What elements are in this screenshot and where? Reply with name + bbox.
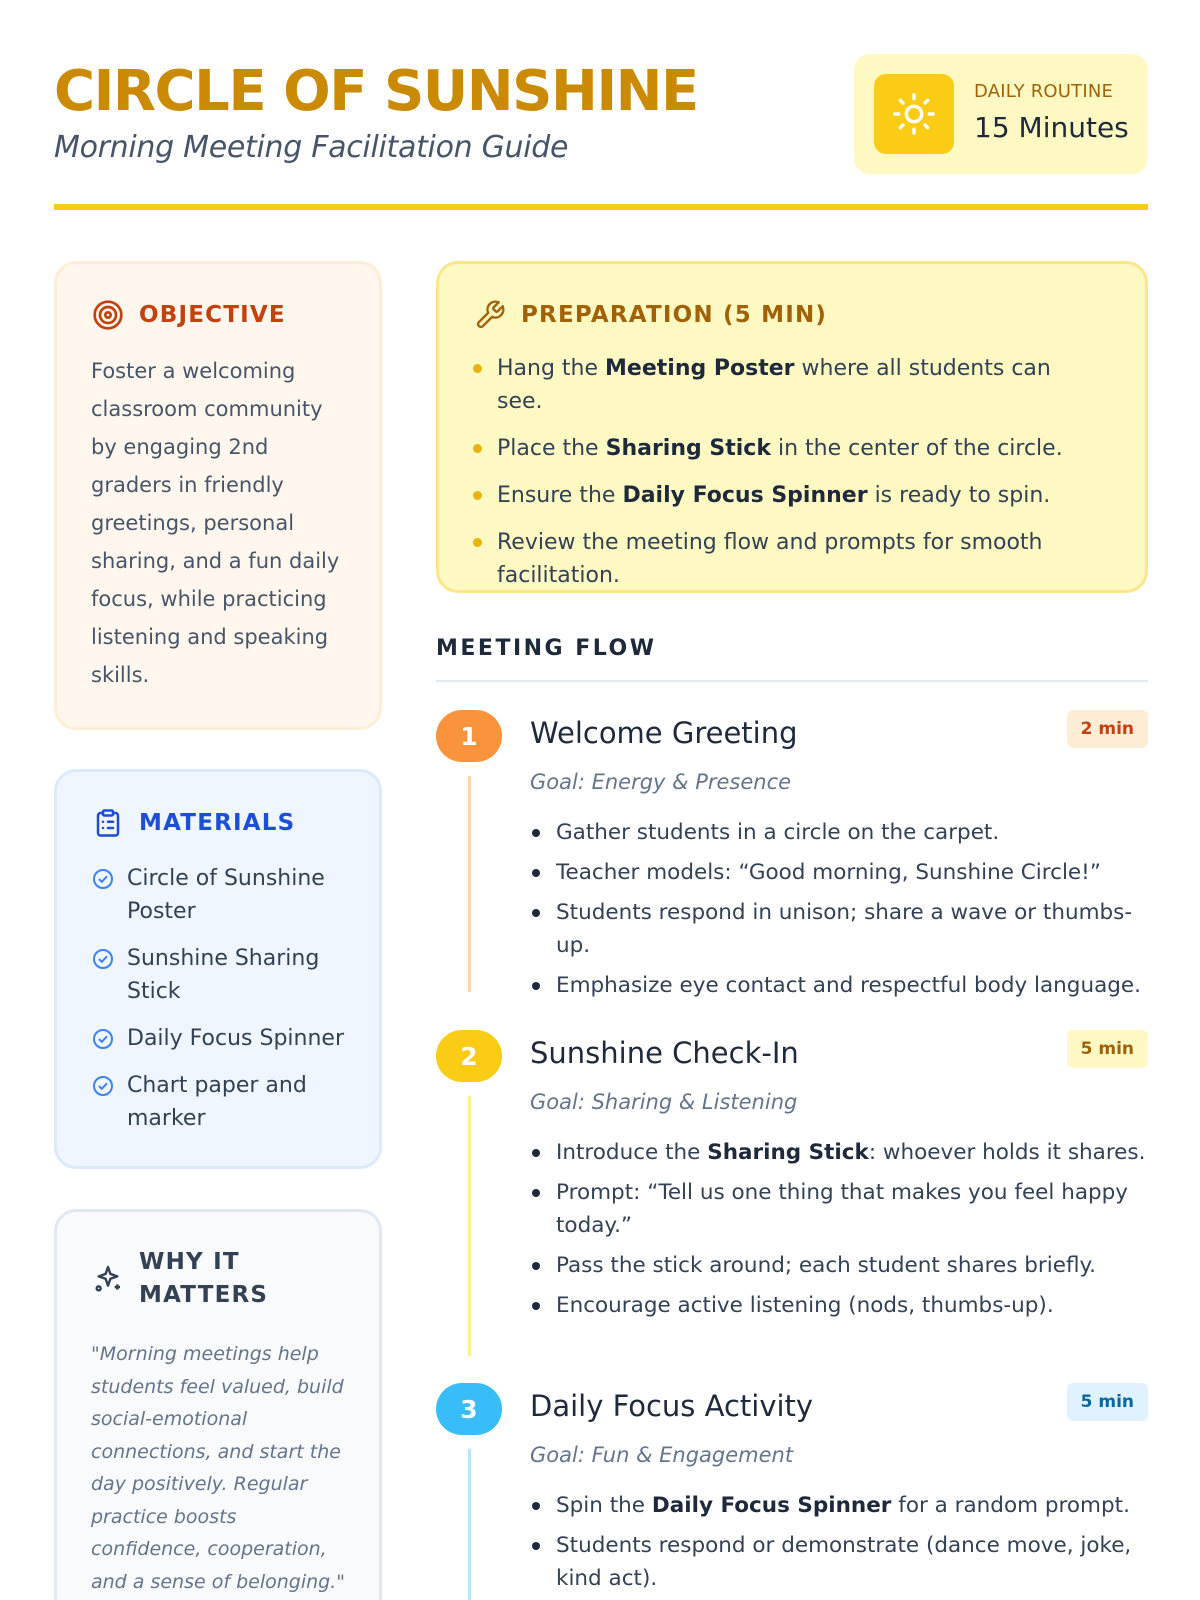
- check-circle-icon: [91, 1074, 115, 1098]
- material-label: Circle of Sunshine Poster: [127, 866, 325, 924]
- routine-label: DAILY ROUTINE: [974, 81, 1114, 102]
- check-circle-icon: [91, 867, 115, 891]
- list-item: Hang the Meeting Poster where all students can see.: [473, 352, 1073, 418]
- objective-card: [54, 261, 382, 730]
- materials-heading: MATERIALS: [139, 810, 296, 836]
- list-item: Ensure the Daily Focus Spinner is ready to spin.: [473, 479, 1073, 512]
- step-number: 1: [436, 710, 502, 762]
- list-item: [91, 1069, 361, 1135]
- list-item: [91, 862, 361, 928]
- routine-duration: 15 Minutes: [974, 111, 1129, 144]
- clipboard-list-icon: [91, 806, 125, 840]
- objective-header: [91, 298, 286, 332]
- preparation-heading: PREPARATION (5 MIN): [521, 302, 828, 328]
- objective-heading: OBJECTIVE: [139, 302, 286, 328]
- list-item: Students respond in unison; share a wave or thumbs-up.: [530, 896, 1148, 962]
- step-title: Welcome Greeting: [530, 716, 798, 750]
- list-item: Place the Sharing Stick in the center of the circle.: [473, 432, 1073, 465]
- list-item: Spin the Daily Focus Spinner for a random prompt.: [530, 1489, 1148, 1522]
- list-item: Emphasize eye contact and respectful body language.: [530, 969, 1148, 1002]
- why-quote: "Morning meetings help students feel valued, build social-emotional connections, and start the day positively. Regular practice boosts confidence, cooperation, and a sense of belonging.": [91, 1343, 345, 1593]
- materials-header: [91, 806, 295, 840]
- list-item: Review the meeting flow and prompts for smooth facilitation.: [473, 526, 1073, 592]
- objective-text: Foster a welcoming classroom community by engaging 2nd graders in friendly greetings, personal sharing, and a fun daily focus, while practicing listening and speaking skills.: [91, 359, 340, 687]
- page-title: CIRCLE OF SUNSHINE: [54, 59, 698, 124]
- step-list: [530, 816, 1148, 1009]
- step-list: [530, 1136, 1148, 1329]
- materials-card: [54, 769, 382, 1169]
- meeting-flow-heading: MEETING FLOW: [436, 636, 657, 661]
- materials-list: [91, 862, 361, 1149]
- step-number: 2: [436, 1030, 502, 1082]
- flow-step: [436, 1383, 1148, 1600]
- preparation-header: [473, 298, 827, 332]
- timeline-line: [468, 1096, 471, 1356]
- list-item: Students respond or demonstrate (dance move, joke, kind act).: [530, 1529, 1148, 1595]
- list-item: Prompt: “Tell us one thing that makes you feel happy today.”: [530, 1176, 1148, 1242]
- check-circle-icon: [91, 1027, 115, 1051]
- divider: [436, 680, 1148, 682]
- routine-card: [854, 54, 1148, 174]
- why-header: [91, 1246, 289, 1312]
- wrench-icon: [473, 298, 507, 332]
- flow-step: [436, 710, 1148, 1000]
- preparation-list: [473, 352, 1073, 606]
- list-item: Pass the stick around; each student shares briefly.: [530, 1249, 1148, 1282]
- step-goal: Goal: Energy & Presence: [530, 770, 792, 794]
- duration-badge: 2 min: [1067, 710, 1148, 748]
- step-title: Daily Focus Activity: [530, 1389, 814, 1423]
- list-item: Introduce the Sharing Stick: whoever holds it shares.: [530, 1136, 1148, 1169]
- material-label: Sunshine Sharing Stick: [127, 946, 320, 1004]
- step-goal: Goal: Sharing & Listening: [530, 1090, 798, 1114]
- step-title: Sunshine Check-In: [530, 1036, 799, 1070]
- check-circle-icon: [91, 947, 115, 971]
- duration-badge: 5 min: [1067, 1383, 1148, 1421]
- list-item: Encourage active listening (nods, thumbs-up).: [530, 1289, 1148, 1322]
- sun-icon: [874, 74, 954, 154]
- step-goal: Goal: Fun & Engagement: [530, 1443, 794, 1467]
- target-icon: [91, 298, 125, 332]
- preparation-card: [436, 261, 1148, 593]
- list-item: [91, 942, 361, 1008]
- header: [54, 54, 1148, 210]
- list-item: Teacher models: “Good morning, Sunshine Circle!”: [530, 856, 1148, 889]
- duration-badge: 5 min: [1067, 1030, 1148, 1068]
- timeline-line: [468, 776, 471, 992]
- list-item: [91, 1022, 361, 1055]
- page-subtitle: Morning Meeting Facilitation Guide: [54, 130, 569, 165]
- flow-step: [436, 1030, 1148, 1360]
- timeline-line: [468, 1449, 471, 1600]
- list-item: Gather students in a circle on the carpet.: [530, 816, 1148, 849]
- material-label: Chart paper and marker: [127, 1073, 307, 1131]
- why-card: [54, 1209, 382, 1600]
- step-number: 3: [436, 1383, 502, 1435]
- step-list: [530, 1489, 1148, 1600]
- sparkles-icon: [91, 1262, 125, 1296]
- material-label: Daily Focus Spinner: [127, 1026, 344, 1051]
- why-heading: WHY IT MATTERS: [139, 1249, 269, 1308]
